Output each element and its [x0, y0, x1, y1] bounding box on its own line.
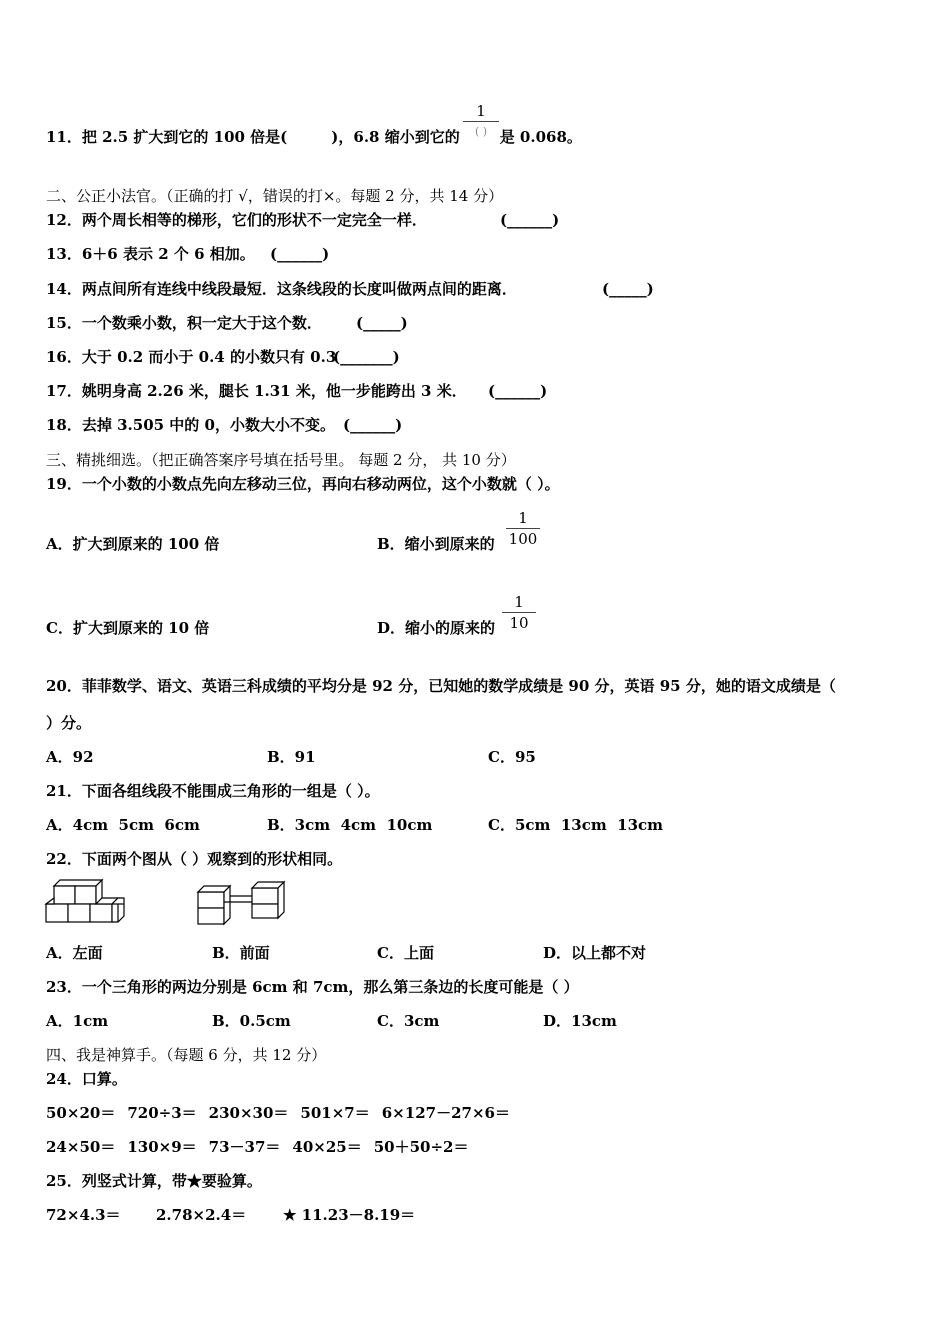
- q24-item: 40×25＝: [292, 1138, 362, 1156]
- q22-option-a[interactable]: A．左面: [46, 944, 103, 962]
- question-20-stem-line2: ）分。: [46, 714, 92, 732]
- q19-b-fraction: 1 100: [506, 509, 540, 548]
- q24-item: 24×50＝: [46, 1138, 116, 1156]
- q24-item: 130×9＝: [127, 1138, 197, 1156]
- q19-option-c[interactable]: C．扩大到原来的 10 倍: [46, 619, 210, 637]
- q15-answer-blank[interactable]: (_____): [356, 314, 408, 332]
- q24-item: 73－37＝: [208, 1138, 281, 1156]
- q23-option-c[interactable]: C．3cm: [377, 1012, 440, 1030]
- question-25-stem: 25．列竖式计算，带★要验算。: [46, 1172, 262, 1190]
- question-14: 14．两点间所有连线中线段最短．这条线段的长度叫做两点间的距离．: [46, 280, 517, 298]
- q17-answer-blank[interactable]: (______): [488, 382, 548, 400]
- question-21-stem: 21．下面各组线段不能围成三角形的一组是（ ）。: [46, 782, 380, 800]
- q23-option-b[interactable]: B．0.5cm: [212, 1012, 291, 1030]
- question-23-stem: 23．一个三角形的两边分别是 6cm 和 7cm，那么第三条边的长度可能是（ ）: [46, 978, 579, 996]
- q14-answer-blank[interactable]: (_____): [602, 280, 654, 298]
- q12-answer-blank[interactable]: (______): [500, 211, 560, 229]
- q11-fraction: 1 ( ): [463, 102, 499, 141]
- q24-row-1: [46, 1103, 522, 1123]
- cube-figure-left: [44, 878, 128, 926]
- q11-text-a: 11．把 2.5 扩大到它的 100 倍是(: [46, 128, 288, 146]
- question-16: 16．大于 0.2 而小于 0.4 的小数只有 0.3: [46, 348, 337, 366]
- question-20-stem-line1: 20．菲菲数学、语文、英语三科成绩的平均分是 92 分，已知她的数学成绩是 90 分，英语 95 分，她的语文成绩是（: [46, 677, 836, 695]
- question-17: 17．姚明身高 2.26 米，腿长 1.31 米，他一步能跨出 3 米．: [46, 382, 467, 400]
- q19-d-fraction: 1 10: [502, 593, 536, 632]
- q19-option-d[interactable]: D．缩小的原来的: [377, 619, 496, 637]
- q23-option-a[interactable]: A．1cm: [46, 1012, 109, 1030]
- q11-text-b: )，6.8 缩小到它的: [331, 128, 460, 146]
- question-19-stem: 19．一个小数的小数点先向左移动三位，再向右移动两位，这个小数就（ ）。: [46, 475, 560, 493]
- q13-answer-blank[interactable]: (______): [270, 245, 330, 263]
- section-4-heading: 四、我是神算手。（每题 6 分，共 12 分）: [46, 1046, 327, 1064]
- q24-item: 50×20＝: [46, 1104, 116, 1122]
- q24-row-2: [46, 1137, 481, 1157]
- q24-item: 720÷3＝: [127, 1104, 197, 1122]
- question-15: 15．一个数乘小数，积一定大于这个数．: [46, 314, 322, 332]
- question-11: [46, 127, 582, 147]
- q25-item-2: 2.78×2.4＝: [156, 1206, 247, 1224]
- question-13: 13．6＋6 表示 2 个 6 相加。: [46, 245, 255, 263]
- q24-item: 6×127－27×6＝: [381, 1104, 510, 1122]
- q11-text-c: 是 0.068。: [499, 128, 582, 146]
- q23-option-d[interactable]: D．13cm: [543, 1012, 617, 1030]
- question-12: 12．两个周长相等的梯形，它们的形状不一定完全一样．: [46, 211, 427, 229]
- q20-option-b[interactable]: B．91: [267, 748, 316, 766]
- section-3-heading: 三、精挑细选。（把正确答案序号填在括号里。 每题 2 分， 共 10 分）: [46, 451, 516, 469]
- q20-option-a[interactable]: A．92: [46, 748, 94, 766]
- q24-item: 501×7＝: [300, 1104, 370, 1122]
- q22-option-c[interactable]: C．上面: [377, 944, 434, 962]
- q21-option-a[interactable]: A．4cm 5cm 6cm: [46, 816, 200, 834]
- q25-item-3: ★ 11.23－8.19＝: [283, 1206, 416, 1224]
- question-22-stem: 22．下面两个图从（ ）观察到的形状相同。: [46, 850, 343, 868]
- q22-option-d[interactable]: D．以上都不对: [543, 944, 647, 962]
- q25-item-1: 72×4.3＝: [46, 1206, 121, 1224]
- q18-answer-blank[interactable]: (______): [343, 416, 403, 434]
- q24-item: 230×30＝: [208, 1104, 289, 1122]
- q21-option-b[interactable]: B．3cm 4cm 10cm: [267, 816, 433, 834]
- question-24-stem: 24．口算。: [46, 1070, 127, 1088]
- q19-option-a[interactable]: A．扩大到原来的 100 倍: [46, 535, 220, 553]
- q24-item: 50＋50÷2＝: [373, 1138, 469, 1156]
- q20-option-c[interactable]: C．95: [488, 748, 536, 766]
- section-2-heading: 二、公正小法官。（正确的打 √，错误的打×。每题 2 分，共 14 分）: [46, 187, 504, 205]
- q16-answer-blank[interactable]: (_______): [333, 348, 400, 366]
- q21-option-c[interactable]: C．5cm 13cm 13cm: [488, 816, 664, 834]
- q19-option-b[interactable]: B．缩小到原来的: [377, 535, 495, 553]
- q22-option-b[interactable]: B．前面: [212, 944, 270, 962]
- cube-figure-right: [196, 878, 290, 926]
- question-18: 18．去掉 3.505 中的 0，小数大小不变。: [46, 416, 335, 434]
